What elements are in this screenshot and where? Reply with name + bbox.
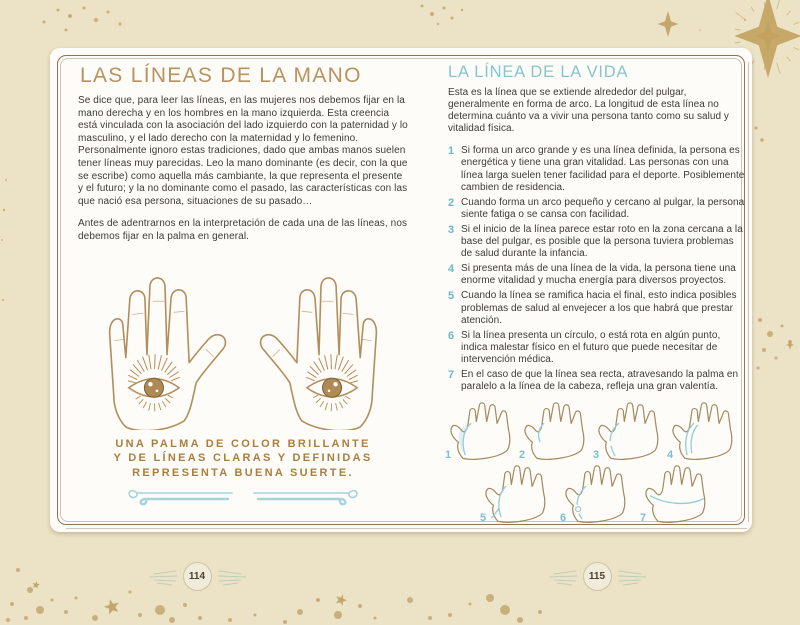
item-text: Si el inicio de la línea parece estar roto en la zona cercana a la base del pulgar, es posible que la persona tuviera problemas de salud durante la infancia. — [461, 223, 743, 260]
list-item — [448, 197, 746, 221]
hand-diagram-6 — [560, 463, 631, 525]
left-paragraph-2: Antes de adentrarnos en la interpretación de cada una de las líneas, nos debemos fijar en la palma en general. — [78, 218, 408, 242]
hand-diagram-3 — [593, 400, 664, 462]
item-text: Cuando la línea se ramifica hacia el final, esto indica posibles problemas de salud al envejecer a los que habrá que prestar atención. — [461, 290, 737, 326]
quote-line: Y DE LÍNEAS CLARAS Y DEFINIDAS — [113, 452, 373, 465]
all-seeing-eye — [307, 354, 358, 410]
item-number: 5 — [448, 290, 455, 303]
item-text: Si la línea presenta un círculo, o está rota en algún punto, indica malestar físico en el futuro que puede necesitar de intervención médica. — [461, 329, 721, 365]
hand-diagram-4 — [667, 400, 738, 462]
medallion-rays-icon — [146, 567, 178, 587]
right-page-title: LA LÍNEA DE LA VIDA — [448, 63, 629, 81]
right-intro: Esta es la línea que se extiende alrededor del pulgar, generalmente en forma de arco. La longitud de esta línea no determina cuánto va a vivir una persona tanto como su salud y vitalidad física. — [448, 87, 729, 135]
medallion-rays-icon — [617, 567, 649, 587]
left-paragraph-1: Se dice que, para leer las líneas, en las mujeres nos debemos fijar en la mano derecha y en los hombres en la mano izquierda. Esta creencia está vinculada con la asociación del lado izquierdo con la paternidad y lo masculino, y el lado derecho con la maternidad y lo femenino. Personalmente ignoro estas tradiciones, dado que ambas manos suelen tener líneas muy parecidas. Leo la mano dominante (es decir, con la que se escribe) como aquella más cambiante, la que representa el presente y el futuro; y la no dominante como el pasado, las características con las que nació esa persona, situaciones de su pasado… — [78, 95, 408, 207]
diagram-number: 1 — [445, 449, 452, 462]
diagram-number: 6 — [560, 512, 567, 525]
quote-line: REPRESENTA BUENA SUERTE. — [132, 466, 354, 479]
list-item — [448, 145, 746, 193]
diagram-number: 7 — [640, 512, 647, 525]
hand-diagram-1 — [445, 400, 516, 462]
quote-line: UNA PALMA DE COLOR BRILLANTE — [115, 437, 371, 450]
item-number: 4 — [448, 263, 455, 276]
list-item — [448, 263, 746, 287]
item-number: 1 — [448, 145, 455, 158]
page-number-medallion-right — [517, 562, 677, 591]
hand-diagram-2 — [519, 400, 590, 462]
item-text: Si forma un arco grande y es una línea definida, la persona es energética y tiene una gran vitalidad. Las personas con una línea larga suelen tener facilidad para el deporte. Posiblemente cambien de residencia. — [461, 145, 745, 193]
list-item — [448, 369, 746, 393]
diagram-number: 4 — [667, 449, 674, 462]
left-page-title: LAS LÍNEAS DE LA MANO — [80, 64, 362, 87]
item-number: 3 — [448, 223, 455, 236]
page-number-medallion-left — [117, 562, 277, 591]
page-number: 114 — [183, 562, 212, 591]
hand-diagram-7 — [640, 463, 711, 525]
all-seeing-eye — [128, 354, 179, 410]
medallion-rays-icon — [217, 567, 249, 587]
list-item — [448, 330, 746, 366]
right-palm-eye-illustration — [247, 254, 399, 435]
medallion-rays-icon — [546, 567, 578, 587]
page-stack-edge-bottom — [66, 528, 747, 529]
list-item — [448, 290, 746, 326]
item-number: 2 — [448, 196, 455, 209]
life-line-numbered-list — [448, 145, 746, 393]
list-item — [448, 224, 746, 260]
item-text: En el caso de que la línea sea recta, atravesando la palma en paralelo a la línea de la cabeza, refleja una gran valentía. — [461, 368, 739, 393]
open-book-pages — [50, 48, 752, 532]
diagram-number: 5 — [480, 512, 487, 525]
item-text: Si presenta más de una línea de la vida, la persona tiene una enorme vitalidad y mucha energía para diversos proyectos. — [461, 263, 736, 287]
item-text: Cuando forma un arco pequeño y cercano al pulgar, la persona siente fatiga o se cansa con facilidad. — [461, 196, 745, 220]
right-page — [445, 48, 746, 525]
lucky-palm-quote — [78, 437, 408, 481]
diagram-number: 3 — [593, 449, 600, 462]
diagram-row-2 — [448, 463, 746, 525]
item-number: 6 — [448, 329, 455, 342]
palms-with-eyes-illustration — [78, 254, 408, 435]
left-page — [78, 48, 408, 509]
page-number: 115 — [583, 562, 612, 591]
item-number: 7 — [448, 368, 455, 381]
page-stack-edge — [748, 62, 749, 522]
flourish-divider-icon — [128, 487, 358, 509]
life-line-hand-diagrams — [445, 400, 746, 525]
diagram-number: 2 — [519, 449, 526, 462]
left-palm-eye-illustration — [87, 254, 239, 430]
hand-diagram-5 — [480, 463, 551, 525]
diagram-row-1 — [445, 400, 746, 462]
